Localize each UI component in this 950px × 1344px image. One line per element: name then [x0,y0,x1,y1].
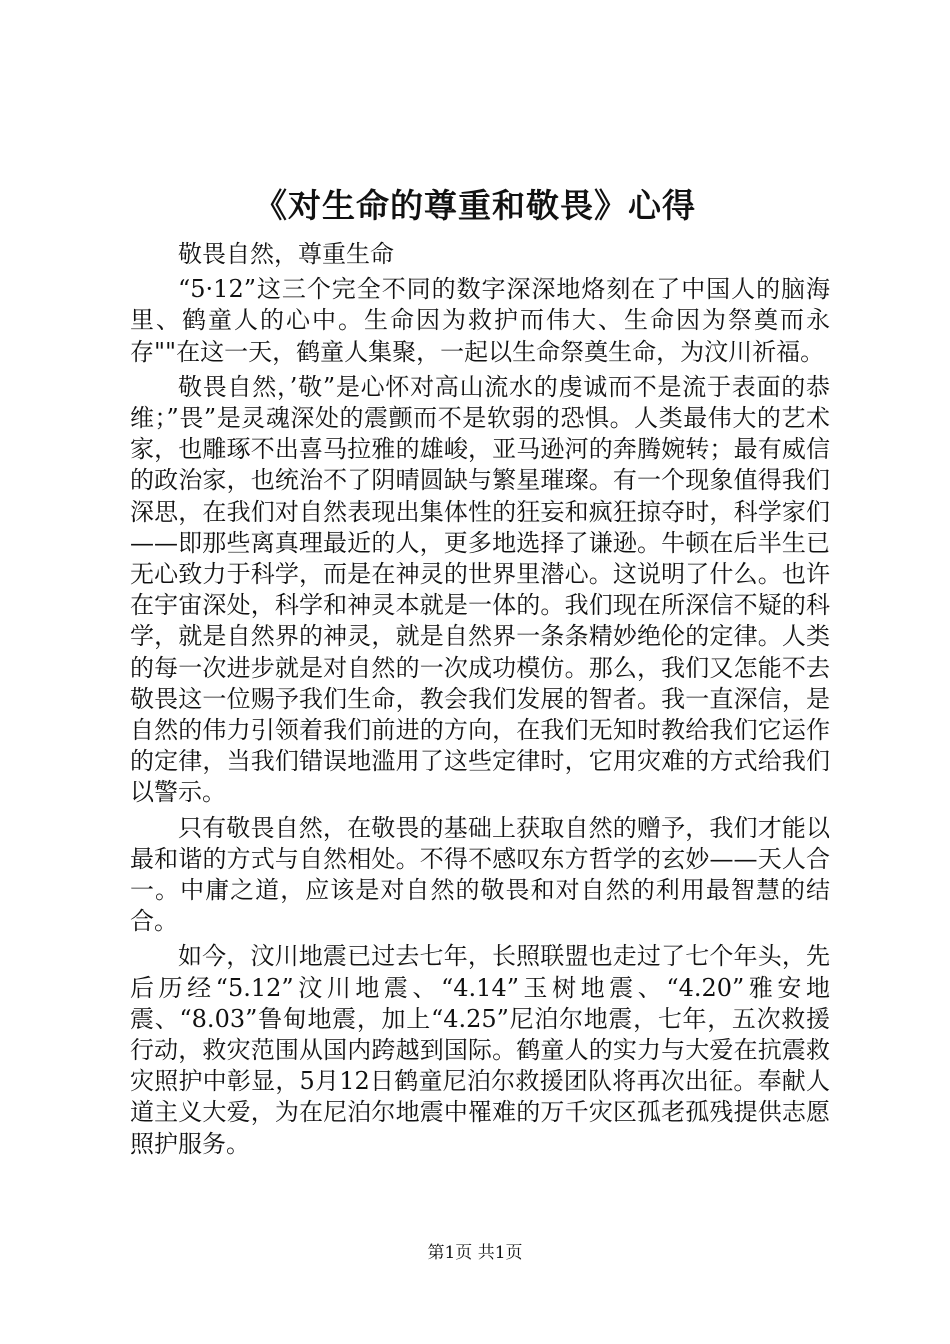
document-body [130,239,830,1160]
paragraph-3: 只有敬畏自然，在敬畏的基础上获取自然的赠予，我们才能以最和谐的方式与自然相处。不得不感叹东方哲学的玄妙——天人合一。中庸之道，应该是对自然的敬畏和对自然的利用最智慧的结合。 [130,813,830,936]
paragraph-subtitle: 敬畏自然，尊重生命 [178,240,394,268]
document-title: 《对生命的尊重和敬畏》心得 [254,186,696,225]
paragraph-2: 敬畏自然，’敬”是心怀对高山流水的虔诚而不是流于表面的恭维；”畏”是灵魂深处的震颤而不是软弱的恐惧。人类最伟大的艺术家，也雕琢不出喜马拉雅的雄峻，亚马逊河的奔腾婉转；最有威信的政治家，也统治不了阴晴圆缺与繁星璀璨。有一个现象值得我们深思，在我们对自然表现出集体性的狂妄和疯狂掠夺时，科学家们——即那些离真理最近的人，更多地选择了谦逊。牛顿在后半生已无心致力于科学，而是在神灵的世界里潜心。这说明了什么。也许在宇宙深处，科学和神灵本就是一体的。我们现在所深信不疑的科学，就是自然界的神灵，就是自然界一条条精妙绝伦的定律。人类的每一次进步就是对自然的一次成功模仿。那么，我们又怎能不去敬畏这一位赐予我们生命，教会我们发展的智者。我一直深信，是自然的伟力引领着我们前进的方向，在我们无知时教给我们它运作的定律，当我们错误地滥用了这些定律时，它用灾难的方式给我们以警示。 [130,372,830,807]
paragraph-1: “5·12”这三个完全不同的数字深深地烙刻在了中国人的脑海里、鹤童人的心中。生命因为救护而伟大、生命因为祭奠而永存""在这一天，鹤童人集聚，一起以生命祭奠生命，为汶川祈福。 [130,275,830,366]
paragraph-4: 如今，汶川地震已过去七年，长照联盟也走过了七个年头，先后历经“5.12”汶川地震、“4.14”玉树地震、“4.20”雅安地震、“8.03”鲁甸地震，加上“4.25”尼泊尔地震，七年，五次救援行动，救灾范围从国内跨越到国际。鹤童人的实力与大爱在抗震救灾照护中彰显，5月12日鹤童尼泊尔救援团队将再次出征。奉献人道主义大爱，为在尼泊尔地震中罹难的万千灾区孤老孤残提供志愿照护服务。 [130,942,830,1158]
page-footer: 第1页 共1页 [427,1243,523,1263]
